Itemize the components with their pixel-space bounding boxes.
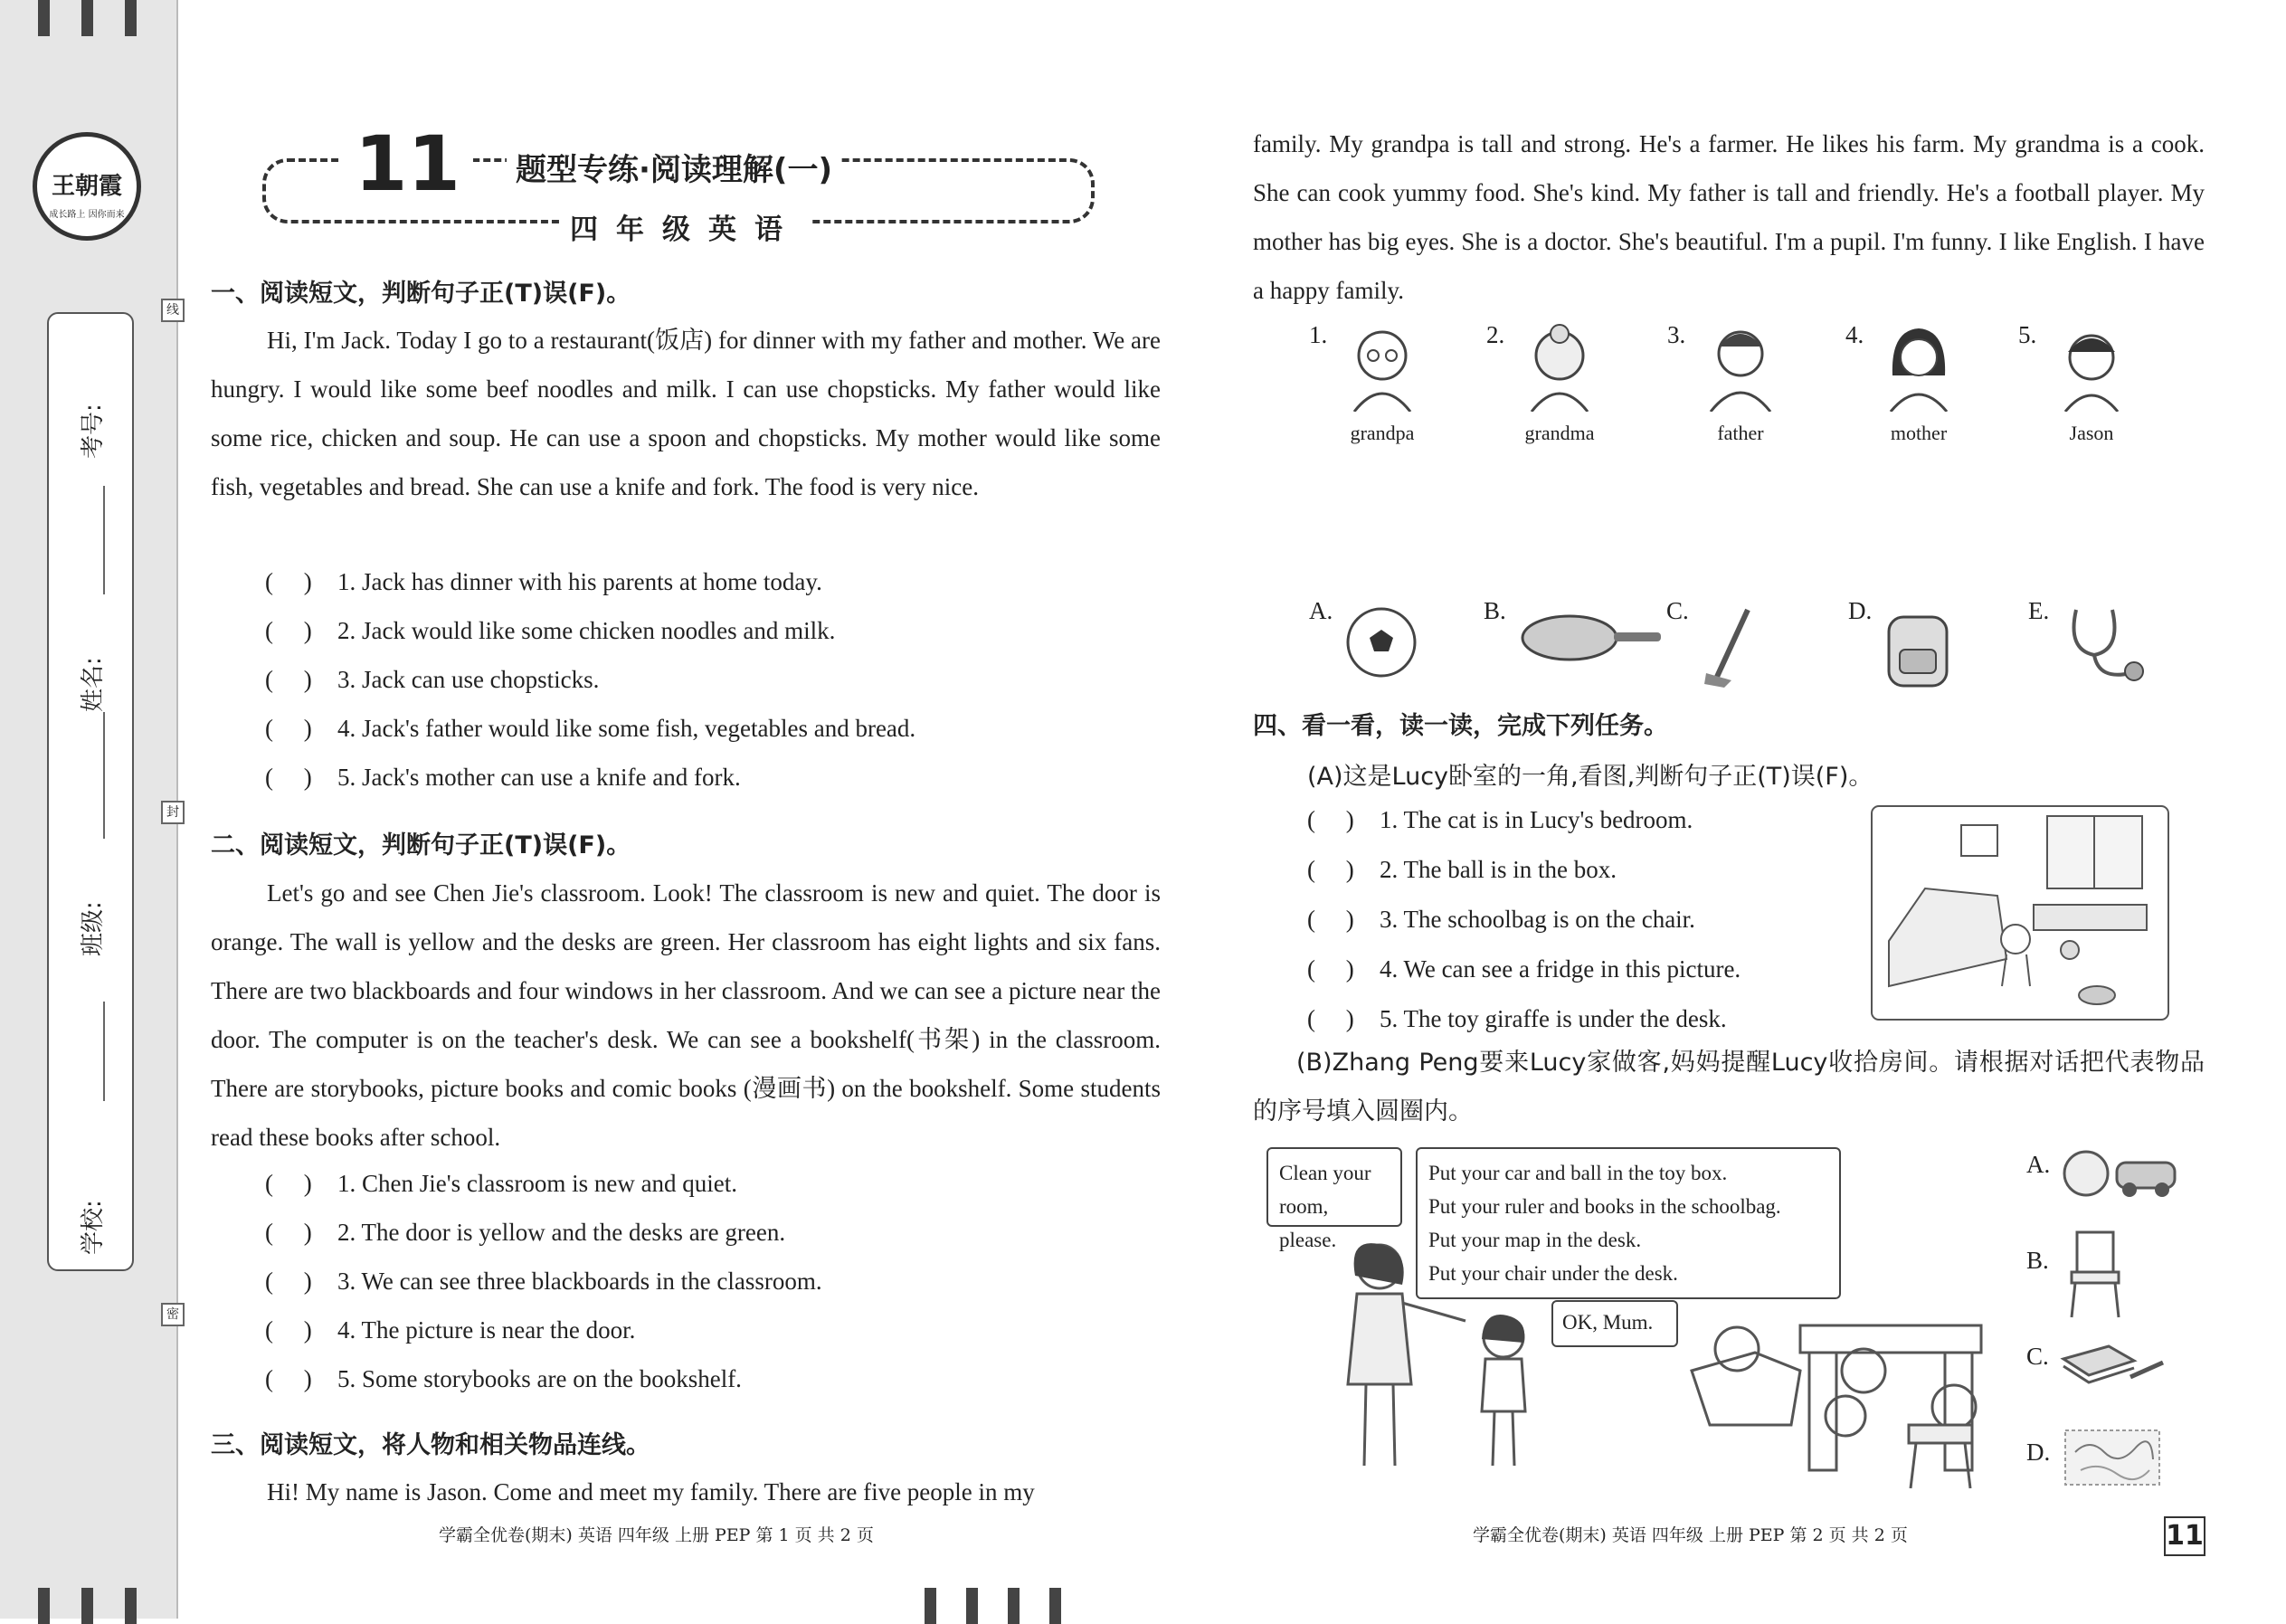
section2-item-5[interactable]: ( ) 5. Some storybooks are on the bookshelf. [265, 1365, 742, 1392]
section2-passage: Let's go and see Chen Jie's classroom. Look! The classroom is new and quiet. The door is orange. The wall is yellow and the desks are green. Her classroom has eight lights and six fans. There are two blackboards and four windows in her classroom. And we can see a picture near the door. The computer is on the teacher's desk. We can see a bookshelf(书架) in the classroom. There are storybooks, picture books and comic books (漫画书) on the bookshelf. Some students read these books after school. [211, 879, 1161, 1151]
section1-item-2[interactable]: ( ) 2. Jack would like some chicken noodles and milk. [265, 617, 836, 644]
section4a-item-5[interactable]: ( ) 5. The toy giraffe is under the desk. [1307, 1005, 1727, 1032]
lucy-speech-bubble: OK, Mum. [1551, 1300, 1678, 1347]
section4a-item-1[interactable]: ( ) 1. The cat is in Lucy's bedroom. [1307, 806, 1693, 833]
seal-mark-seal: 封 [161, 801, 185, 824]
section4-heading: 四、看一看，读一读，完成下列任务。 [1253, 712, 1668, 740]
seal-mark-secret: 密 [161, 1303, 185, 1326]
section1-item-3[interactable]: ( ) 3. Jack can use chopsticks. [265, 666, 600, 693]
section1-item-4[interactable]: ( ) 4. Jack's father would like some fish, vegetables and bread. [265, 715, 916, 742]
mum-speech-bubble: Clean your room, please. [1266, 1147, 1402, 1227]
books-and-ruler-icon [2058, 1332, 2167, 1386]
object-d-letter: D. [1848, 597, 1873, 624]
hoe-icon [1701, 606, 1755, 688]
school-label: 学校: [80, 1200, 107, 1255]
footer-left: 学霸全优卷(期末) 英语 四年级 上册 PEP 第 1 页 共 2 页 [439, 1525, 874, 1545]
person-mother: 4. mother [1882, 321, 1956, 445]
section4a-item-3[interactable]: ( ) 3. The schoolbag is on the chair. [1307, 906, 1695, 933]
object-e-letter: E. [2028, 597, 2050, 624]
section4a-item-4[interactable]: ( ) 4. We can see a fridge in this picture. [1307, 955, 1741, 983]
section3-passage-start: Hi! My name is Jason. Come and meet my family. There are five people in my [267, 1478, 1035, 1505]
option-b-letter: B. [2026, 1247, 2049, 1274]
schoolbag-icon [1882, 604, 1954, 690]
student-info-box [47, 312, 134, 1271]
logo-title: 王朝霞 [51, 173, 122, 200]
instruction-line-2: Put your ruler and books in the schoolbag. [1428, 1195, 1781, 1218]
footer-right: 学霸全优卷(期末) 英语 四年级 上册 PEP 第 2 页 共 2 页 [1473, 1525, 1908, 1545]
exam-number-label: 考号: [80, 404, 107, 459]
section2-item-3[interactable]: ( ) 3. We can see three blackboards in the classroom. [265, 1268, 822, 1295]
option-c-letter: C. [2026, 1343, 2049, 1370]
father-label: father [1717, 422, 1764, 444]
chair-icon [2063, 1229, 2126, 1319]
section3-passage-continued: family. My grandpa is tall and strong. He's a farmer. He likes his farm. My grandma is a cook. She can cook yummy food. She's kind. My father is tall and friendly. He's a football player. My mother has big eyes. She is a doctor. She's beautiful. I'm a pupil. I'm funny. I like English. I have a happy family. [1253, 130, 2205, 304]
section1-passage: Hi, I'm Jack. Today I go to a restaurant(饭店) for dinner with my father and mother. We are hungry. I would like some beef noodles and milk. I can use chopsticks. My father would like some rice, chicken and soup. He can use a spoon and chopsticks. My mother would like some fish, vegetables and bread. She can use a knife and fork. The food is very nice. [211, 327, 1161, 500]
publisher-logo [33, 132, 141, 241]
lucy-figure [1466, 1312, 1547, 1475]
section2-item-4[interactable]: ( ) 4. The picture is near the door. [265, 1316, 636, 1344]
room-objects-scene [1683, 1316, 2026, 1497]
pan-icon [1520, 611, 1665, 665]
grandma-label: grandma [1524, 422, 1595, 444]
option-a-letter: A. [2026, 1151, 2051, 1178]
unit-number: 11 [342, 119, 473, 208]
section3-heading: 三、阅读短文，将人物和相关物品连线。 [211, 1431, 650, 1459]
grandpa-icon [1345, 321, 1419, 412]
class-label: 班级: [80, 901, 107, 956]
instruction-line-1: Put your car and ball in the toy box. [1428, 1162, 1728, 1184]
person-grandma: 2. grandma [1522, 321, 1597, 445]
section2-heading: 二、阅读短文，判断句子正(T)误(F)。 [211, 831, 631, 859]
logo-motto: 成长路上 因你而来 [49, 210, 125, 220]
object-a-letter: A. [1309, 597, 1333, 624]
football-icon [1345, 606, 1418, 679]
bedroom-picture [1871, 805, 2169, 1021]
person-grandpa: 1. grandpa [1345, 321, 1419, 445]
page-number: 11 [2164, 1516, 2205, 1556]
seal-mark-line: 线 [161, 299, 185, 322]
object-b-letter: B. [1484, 597, 1506, 624]
grandpa-label: grandpa [1350, 422, 1415, 444]
father-icon [1703, 321, 1778, 412]
section2-item-2[interactable]: ( ) 2. The door is yellow and the desks are green. [265, 1219, 786, 1246]
section2-item-1[interactable]: ( ) 1. Chen Jie's classroom is new and quiet. [265, 1170, 738, 1197]
map-icon [2063, 1425, 2162, 1488]
section1-item-5[interactable]: ( ) 5. Jack's mother can use a knife and fork. [265, 764, 741, 791]
mother-icon [1882, 321, 1956, 412]
section4a-item-2[interactable]: ( ) 2. The ball is in the box. [1307, 856, 1617, 883]
object-c-letter: C. [1666, 597, 1689, 624]
jason-icon [2054, 321, 2129, 412]
section4-part-b-instruction: (B)Zhang Peng要来Lucy家做客,妈妈提醒Lucy收拾房间。请根据对话把代表物品的序号填入圆圈内。 [1253, 1049, 2205, 1125]
section1-heading: 一、阅读短文，判断句子正(T)误(F)。 [211, 280, 631, 308]
unit-subtitle: 四年级英语 [561, 206, 810, 247]
section1-item-1[interactable]: ( ) 1. Jack has dinner with his parents at home today. [265, 568, 822, 595]
person-jason: 5. Jason [2054, 321, 2129, 445]
instruction-line-4: Put your chair under the desk. [1428, 1262, 1678, 1285]
mother-label: mother [1890, 422, 1948, 444]
section4-part-a-instruction: (A)这是Lucy卧室的一角,看图,判断句子正(T)误(F)。 [1307, 763, 1873, 791]
person-father: 3. father [1703, 321, 1778, 445]
option-d-letter: D. [2026, 1439, 2051, 1466]
instruction-line-3: Put your map in the desk. [1428, 1229, 1642, 1251]
name-label: 姓名: [80, 657, 107, 712]
grandma-icon [1522, 321, 1597, 412]
ball-and-car-icon [2063, 1144, 2180, 1199]
stethoscope-icon [2058, 604, 2148, 686]
jason-label: Jason [2069, 422, 2114, 444]
unit-title: 题型专练·阅读理解(一) [507, 145, 841, 189]
